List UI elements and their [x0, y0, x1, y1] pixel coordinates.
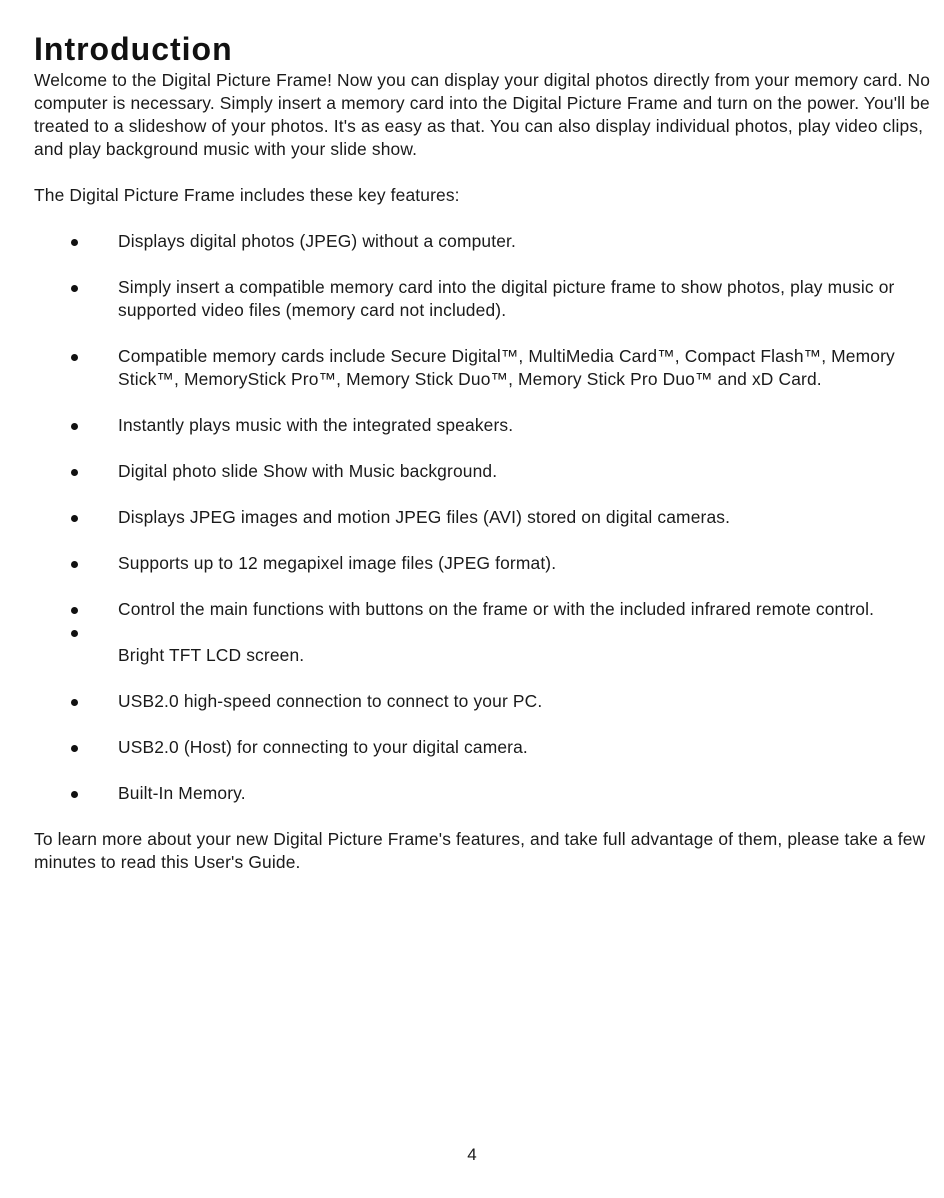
document-page: [34, 30, 939, 874]
feature-item: [34, 690, 939, 713]
feature-text: USB2.0 (Host) for connecting to your digital camera.: [118, 737, 528, 757]
feature-text: USB2.0 high-speed connection to connect to your PC.: [118, 691, 543, 711]
bullet-icon: [71, 607, 78, 614]
bullet-icon: [71, 699, 78, 706]
page-title: Introduction: [34, 31, 233, 67]
page-number: 4: [467, 1145, 477, 1164]
feature-item: [34, 276, 939, 322]
feature-text: Compatible memory cards include Secure Digital™, MultiMedia Card™, Compact Flash™, Memory Stick™, MemoryStick Pro™, Memory Stick Duo™, Memory Stick Pro Duo™ and xD Card.: [118, 346, 895, 389]
feature-text: Displays digital photos (JPEG) without a computer.: [118, 231, 516, 251]
feature-item: [34, 598, 939, 621]
bullet-icon: [71, 745, 78, 752]
feature-text: Simply insert a compatible memory card into the digital picture frame to show photos, play music or supported video files (memory card not included).: [118, 277, 895, 320]
bullet-icon: [71, 791, 78, 798]
feature-item: [34, 506, 939, 529]
feature-text: Displays JPEG images and motion JPEG files (AVI) stored on digital cameras.: [118, 507, 731, 527]
feature-item: [34, 414, 939, 437]
bullet-icon: [71, 630, 78, 637]
bullet-icon: [71, 354, 78, 361]
feature-text: Built-In Memory.: [118, 783, 246, 803]
feature-item: [34, 782, 939, 805]
feature-item: [34, 736, 939, 759]
bullet-icon: [71, 239, 78, 246]
bullet-icon: [71, 285, 78, 292]
feature-item: [34, 345, 939, 391]
features-lead: The Digital Picture Frame includes these key features:: [34, 185, 460, 205]
intro-paragraph: Welcome to the Digital Picture Frame! Now you can display your digital photos directly from your memory card. No computer is necessary. Simply insert a memory card into the Digital Picture Frame and turn on the power. You'll be treated to a slideshow of your photos. It's as easy as that. You can also display individual photos, play video clips, and play background music with your slide show.: [34, 70, 931, 159]
feature-text: Bright TFT LCD screen.: [118, 645, 305, 665]
feature-item: [34, 621, 939, 667]
feature-text: Digital photo slide Show with Music background.: [118, 461, 498, 481]
feature-list: [34, 230, 939, 805]
feature-item: [34, 552, 939, 575]
bullet-icon: [71, 423, 78, 430]
feature-text: Supports up to 12 megapixel image files (JPEG format).: [118, 553, 557, 573]
bullet-icon: [71, 561, 78, 568]
feature-text: Control the main functions with buttons on the frame or with the included infrared remote control.: [118, 599, 875, 619]
closing-paragraph: To learn more about your new Digital Picture Frame's features, and take full advantage of them, please take a few minutes to read this User's Guide.: [34, 829, 926, 872]
feature-item: [34, 230, 939, 253]
feature-text: Instantly plays music with the integrated speakers.: [118, 415, 514, 435]
feature-item: [34, 460, 939, 483]
bullet-icon: [71, 469, 78, 476]
bullet-icon: [71, 515, 78, 522]
